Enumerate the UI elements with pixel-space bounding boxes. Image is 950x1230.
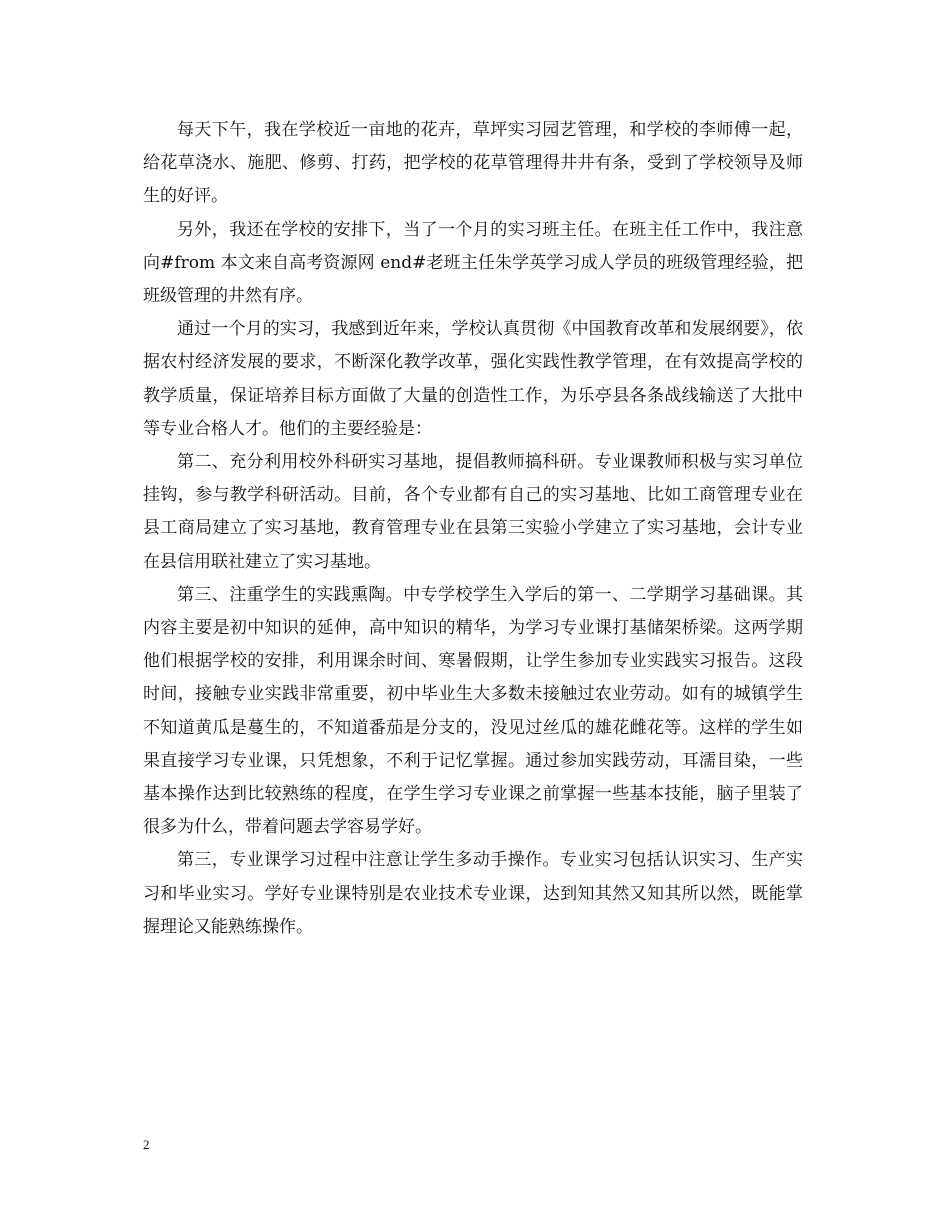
- paragraph-5: 第三、注重学生的实践熏陶。中专学校学生入学后的第一、二学期学习基础课。其内容主要是初中知识的延伸，高中知识的精华，为学习专业课打基储架桥梁。这两学期他们根据学校的安排，利用课余时间、寒暑假期，让学生参加专业实践实习报告。这段时间，接触专业实践非常重要，初中毕业生大多数未接触过农业劳动。如有的城镇学生不知道黄瓜是蔓生的，不知道番茄是分支的，没见过丝瓜的雄花雌花等。这样的学生如果直接学习专业课，只凭想象，不利于记忆掌握。通过参加实践劳动，耳濡目染，一些基本操作达到比较熟练的程度，在学生学习专业课之前掌握一些基本技能，脑子里装了很多为什么，带着问题去学容易学好。: [143, 584, 803, 838]
- page-number: 2: [143, 1137, 150, 1152]
- paragraph-3: 通过一个月的实习，我感到近年来，学校认真贯彻《中国教育改革和发展纲要》，依据农村经济发展的要求，不断深化教学改革，强化实践性教学管理，在有效提高学校的教学质量，保证培养目标方面做了大量的创造性工作，为乐亭县各条战线输送了大批中等专业合格人才。他们的主要经验是：: [143, 319, 803, 439]
- paragraph-2: 另外，我还在学校的安排下，当了一个月的实习班主任。在班主任工作中，我注意向#from 本文来自高考资源网 end#老班主任朱学英学习成人学员的班级管理经验，把班级管理的井然有序。: [143, 219, 803, 307]
- paragraph-1: 每天下午，我在学校近一亩地的花卉，草坪实习园艺管理，和学校的李师傅一起，给花草浇水、施肥、修剪、打药，把学校的花草管理得井井有条，受到了学校领导及师生的好评。: [143, 120, 803, 207]
- paragraph-4: 第二、充分利用校外科研实习基地，提倡教师搞科研。专业课教师积极与实习单位挂钩，参与教学科研活动。目前，各个专业都有自己的实习基地、比如工商管理专业在县工商局建立了实习基地，教育管理专业在县第三实验小学建立了实习基地，会计专业在县信用联社建立了实习基地。: [143, 452, 803, 572]
- document-body: [143, 114, 803, 944]
- paragraph-6: 第三，专业课学习过程中注意让学生多动手操作。专业实习包括认识实习、生产实习和毕业实习。学好专业课特别是农业技术专业课，达到知其然又知其所以然，既能掌握理论又能熟练操作。: [143, 850, 803, 937]
